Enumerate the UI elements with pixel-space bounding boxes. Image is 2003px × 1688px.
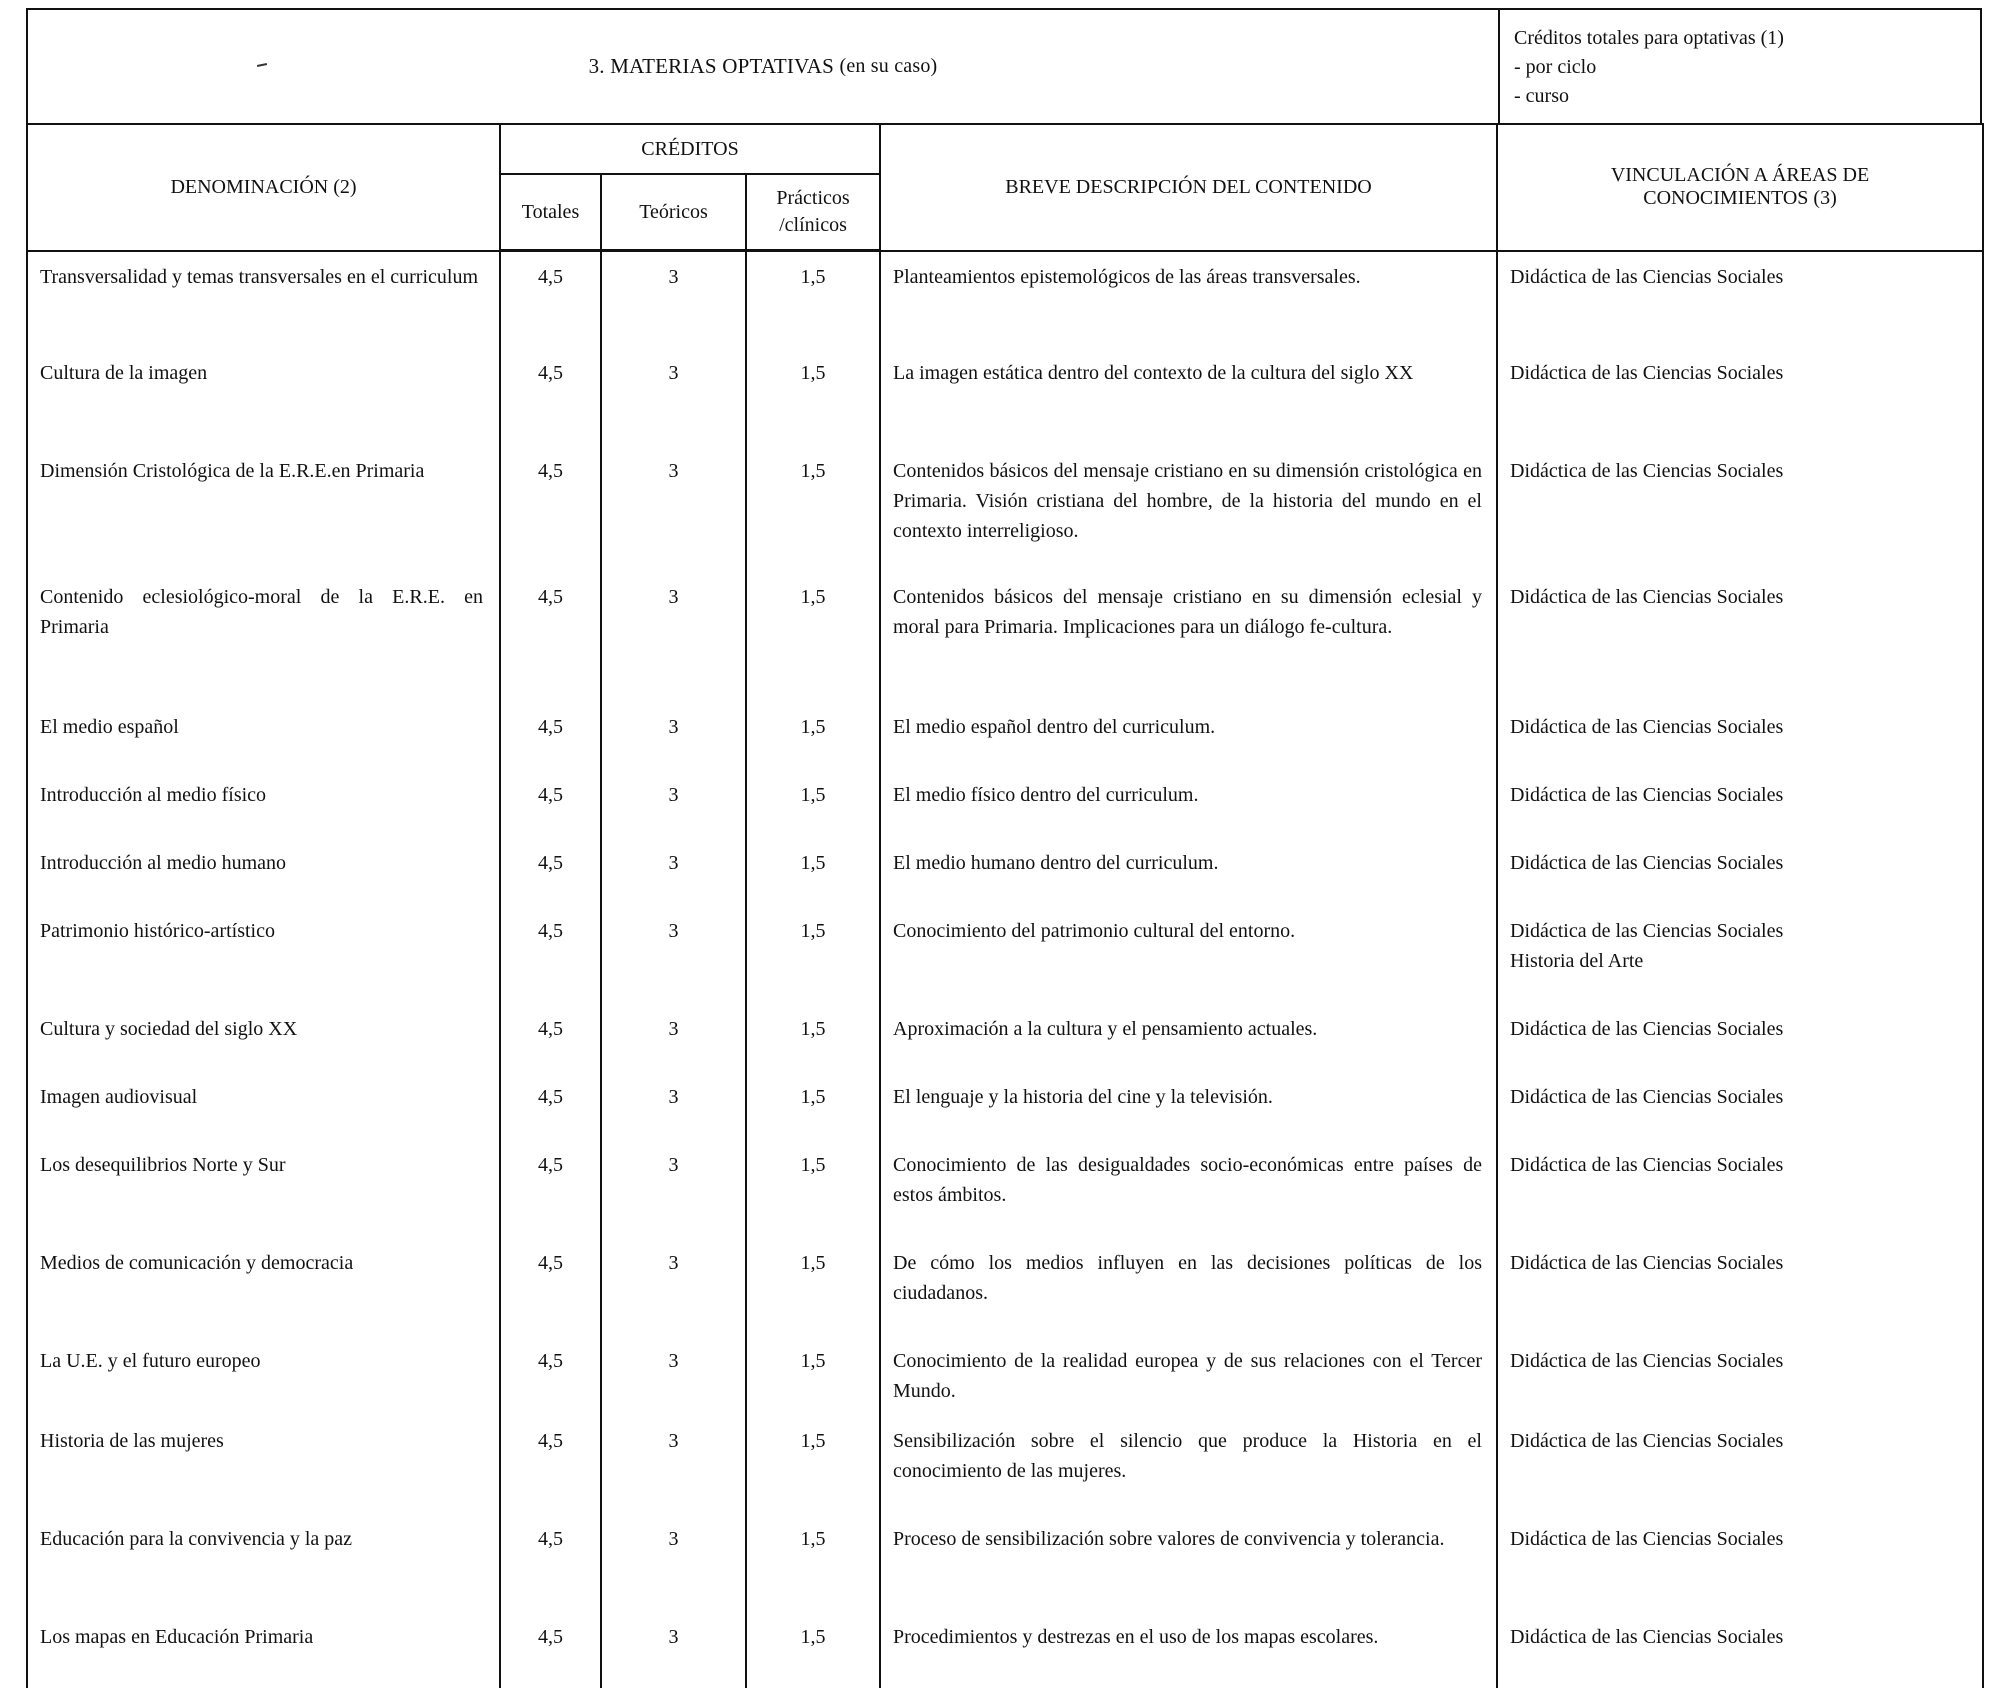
row-descripcion xyxy=(880,770,1497,838)
row-totales-text: 4,5 xyxy=(501,1014,600,1044)
row-teoricos-text: 3 xyxy=(602,848,745,878)
optativas-table xyxy=(26,123,1984,1688)
row-denominacion-text: Introducción al medio físico xyxy=(40,780,483,810)
section-title-text: 3. MATERIAS OPTATIVAS xyxy=(589,54,834,79)
row-denominacion-text: Los desequilibrios Norte y Sur xyxy=(40,1150,483,1180)
row-denominacion xyxy=(27,1416,500,1514)
header-row-1 xyxy=(27,124,1983,174)
row-denominacion xyxy=(27,1612,500,1688)
row-vinculacion-text: Didáctica de las Ciencias Sociales xyxy=(1510,780,1970,810)
row-descripcion-text: La imagen estática dentro del contexto de la cultura del siglo XX xyxy=(893,358,1482,388)
row-denominacion-text: La U.E. y el futuro europeo xyxy=(40,1346,483,1376)
row-vinculacion xyxy=(1497,1336,1983,1416)
row-vinculacion-text: Didáctica de las Ciencias Sociales xyxy=(1510,848,1970,878)
table-row xyxy=(27,1612,1983,1688)
row-denominacion-text: Los mapas en Educación Primaria xyxy=(40,1622,483,1652)
row-denominacion xyxy=(27,1072,500,1140)
row-descripcion-text: Planteamientos epistemológicos de las áreas transversales. xyxy=(893,262,1482,292)
row-vinculacion xyxy=(1497,906,1983,1004)
row-practicos-text: 1,5 xyxy=(747,1248,879,1278)
row-practicos xyxy=(746,906,880,1004)
row-vinculacion xyxy=(1497,1004,1983,1072)
row-vinculacion xyxy=(1497,770,1983,838)
row-totales-text: 4,5 xyxy=(501,1082,600,1112)
row-totales xyxy=(500,1416,601,1514)
section-title xyxy=(28,10,1498,123)
row-teoricos-text: 3 xyxy=(602,1622,745,1652)
table-row xyxy=(27,1336,1983,1416)
row-denominacion xyxy=(27,838,500,906)
row-denominacion xyxy=(27,1238,500,1336)
row-denominacion xyxy=(27,906,500,1004)
table-row xyxy=(27,838,1983,906)
row-teoricos xyxy=(601,572,746,702)
row-teoricos xyxy=(601,1072,746,1140)
header-teoricos: Teóricos xyxy=(601,174,746,251)
table-row xyxy=(27,1416,1983,1514)
row-vinculacion-text: Didáctica de las Ciencias Sociales xyxy=(1510,1014,1970,1044)
header-practicos-text: Prácticos /clínicos xyxy=(776,187,849,236)
header-vinculacion xyxy=(1497,124,1983,251)
row-totales xyxy=(500,906,601,1004)
row-teoricos-text: 3 xyxy=(602,1150,745,1180)
row-denominacion-text: Transversalidad y temas transversales en el curriculum xyxy=(40,262,483,292)
credits-total-label: Créditos totales para optativas (1) xyxy=(1514,24,1982,53)
row-practicos xyxy=(746,1514,880,1612)
row-descripcion-text: El medio físico dentro del curriculum. xyxy=(893,780,1482,810)
row-totales-text: 4,5 xyxy=(501,1248,600,1278)
row-practicos-text: 1,5 xyxy=(747,456,879,486)
row-vinculacion xyxy=(1497,1238,1983,1336)
row-denominacion-text: Patrimonio histórico-artístico xyxy=(40,916,483,946)
row-practicos-text: 1,5 xyxy=(747,1150,879,1180)
row-denominacion-text: Historia de las mujeres xyxy=(40,1426,483,1456)
table-row xyxy=(27,1238,1983,1336)
row-practicos-text: 1,5 xyxy=(747,582,879,612)
row-descripcion xyxy=(880,1004,1497,1072)
row-totales xyxy=(500,770,601,838)
row-teoricos xyxy=(601,1612,746,1688)
row-practicos-text: 1,5 xyxy=(747,712,879,742)
row-descripcion-text: El lenguaje y la historia del cine y la televisión. xyxy=(893,1082,1482,1112)
row-vinculacion xyxy=(1497,251,1983,349)
row-descripcion-text: Sensibilización sobre el silencio que produce la Historia en el conocimiento de las mujeres. xyxy=(893,1426,1482,1486)
row-descripcion-text: Conocimiento del patrimonio cultural del entorno. xyxy=(893,916,1482,946)
row-teoricos-text: 3 xyxy=(602,1426,745,1456)
row-denominacion xyxy=(27,348,500,446)
row-practicos xyxy=(746,348,880,446)
row-vinculacion-text: Didáctica de las Ciencias Sociales xyxy=(1510,1248,1970,1278)
section-title-suffix: (en su caso) xyxy=(839,55,937,78)
row-teoricos xyxy=(601,1416,746,1514)
credits-por-ciclo: - por ciclo xyxy=(1514,53,1982,82)
row-totales xyxy=(500,1612,601,1688)
row-descripcion-text: Conocimiento de las desigualdades socio-económicas entre países de estos ámbitos. xyxy=(893,1150,1482,1210)
row-descripcion xyxy=(880,1238,1497,1336)
row-practicos xyxy=(746,702,880,770)
row-totales xyxy=(500,446,601,572)
header-vinculacion-text: VINCULACIÓN A ÁREAS DE CONOCIMIENTOS (3) xyxy=(1611,164,1869,209)
row-totales xyxy=(500,1514,601,1612)
row-vinculacion-text: Didáctica de las Ciencias Sociales xyxy=(1510,1150,1970,1180)
row-descripcion-text: Procedimientos y destrezas en el uso de los mapas escolares. xyxy=(893,1622,1482,1652)
row-totales xyxy=(500,572,601,702)
row-totales-text: 4,5 xyxy=(501,456,600,486)
row-vinculacion xyxy=(1497,702,1983,770)
row-vinculacion-text: Didáctica de las Ciencias Sociales xyxy=(1510,1082,1970,1112)
row-denominacion-text: Imagen audiovisual xyxy=(40,1082,483,1112)
row-practicos xyxy=(746,1140,880,1238)
table-row xyxy=(27,251,1983,349)
row-teoricos xyxy=(601,838,746,906)
row-descripcion xyxy=(880,348,1497,446)
row-descripcion xyxy=(880,1514,1497,1612)
row-practicos-text: 1,5 xyxy=(747,358,879,388)
row-teoricos-text: 3 xyxy=(602,780,745,810)
row-vinculacion-text: Didáctica de las Ciencias Sociales xyxy=(1510,1524,1970,1554)
row-vinculacion xyxy=(1497,838,1983,906)
row-teoricos-text: 3 xyxy=(602,1014,745,1044)
header-descripcion: BREVE DESCRIPCIÓN DEL CONTENIDO xyxy=(880,124,1497,251)
row-descripcion xyxy=(880,251,1497,349)
row-vinculacion-text: Didáctica de las Ciencias Sociales xyxy=(1510,1426,1970,1456)
row-teoricos-text: 3 xyxy=(602,1524,745,1554)
table-row xyxy=(27,1004,1983,1072)
row-totales xyxy=(500,838,601,906)
row-vinculacion xyxy=(1497,572,1983,702)
row-practicos-text: 1,5 xyxy=(747,1426,879,1456)
row-teoricos-text: 3 xyxy=(602,456,745,486)
row-totales xyxy=(500,702,601,770)
row-practicos xyxy=(746,1612,880,1688)
row-teoricos-text: 3 xyxy=(602,262,745,292)
row-totales-text: 4,5 xyxy=(501,582,600,612)
row-descripcion-text: Proceso de sensibilización sobre valores de convivencia y tolerancia. xyxy=(893,1524,1482,1554)
row-totales-text: 4,5 xyxy=(501,358,600,388)
row-totales xyxy=(500,1004,601,1072)
row-totales-text: 4,5 xyxy=(501,1426,600,1456)
row-descripcion-text: El medio español dentro del curriculum. xyxy=(893,712,1482,742)
row-teoricos xyxy=(601,770,746,838)
row-totales-text: 4,5 xyxy=(501,1524,600,1554)
row-descripcion-text: Contenidos básicos del mensaje cristiano en su dimensión cristológica en Primaria. Visión cristiana del hombre, de la historia del mundo en el contexto interreligioso. xyxy=(893,456,1482,546)
row-totales-text: 4,5 xyxy=(501,848,600,878)
row-denominacion xyxy=(27,251,500,349)
row-denominacion xyxy=(27,572,500,702)
row-teoricos xyxy=(601,1238,746,1336)
table-body xyxy=(27,251,1983,1688)
row-vinculacion-text: Didáctica de las Ciencias Sociales xyxy=(1510,1346,1970,1376)
row-teoricos xyxy=(601,702,746,770)
row-vinculacion xyxy=(1497,446,1983,572)
row-denominacion-text: Educación para la convivencia y la paz xyxy=(40,1524,483,1554)
row-descripcion xyxy=(880,1140,1497,1238)
row-totales-text: 4,5 xyxy=(501,780,600,810)
row-teoricos-text: 3 xyxy=(602,916,745,946)
row-practicos-text: 1,5 xyxy=(747,780,879,810)
table-row xyxy=(27,1072,1983,1140)
table-row xyxy=(27,348,1983,446)
row-teoricos xyxy=(601,446,746,572)
row-practicos-text: 1,5 xyxy=(747,916,879,946)
row-vinculacion-text: Didáctica de las Ciencias Sociales xyxy=(1510,1622,1970,1652)
row-teoricos xyxy=(601,1336,746,1416)
row-vinculacion xyxy=(1497,348,1983,446)
row-descripcion xyxy=(880,838,1497,906)
row-practicos xyxy=(746,1336,880,1416)
row-descripcion xyxy=(880,906,1497,1004)
row-denominacion xyxy=(27,446,500,572)
row-practicos-text: 1,5 xyxy=(747,1524,879,1554)
header-denominacion: DENOMINACIÓN (2) xyxy=(27,124,500,251)
row-denominacion-text: Cultura y sociedad del siglo XX xyxy=(40,1014,483,1044)
row-practicos-text: 1,5 xyxy=(747,1622,879,1652)
header-totales: Totales xyxy=(500,174,601,251)
row-vinculacion-text: Didáctica de las Ciencias Sociales xyxy=(1510,262,1970,292)
row-practicos-text: 1,5 xyxy=(747,1346,879,1376)
table-row xyxy=(27,572,1983,702)
row-practicos xyxy=(746,770,880,838)
row-totales-text: 4,5 xyxy=(501,712,600,742)
row-totales xyxy=(500,1072,601,1140)
section-header xyxy=(26,8,1982,125)
row-descripcion-text: El medio humano dentro del curriculum. xyxy=(893,848,1482,878)
row-teoricos-text: 3 xyxy=(602,358,745,388)
row-teoricos-text: 3 xyxy=(602,1082,745,1112)
row-practicos-text: 1,5 xyxy=(747,848,879,878)
credits-total-box xyxy=(1498,10,1982,123)
table-row xyxy=(27,446,1983,572)
row-teoricos xyxy=(601,906,746,1004)
row-denominacion-text: Contenido eclesiológico-moral de la E.R.E. en Primaria xyxy=(40,582,483,642)
row-denominacion xyxy=(27,1514,500,1612)
credits-curso: - curso xyxy=(1514,82,1982,111)
row-descripcion-text: Contenidos básicos del mensaje cristiano en su dimensión eclesial y moral para Primaria. Implicaciones para un diálogo fe-cultura. xyxy=(893,582,1482,642)
row-descripcion xyxy=(880,572,1497,702)
row-teoricos xyxy=(601,1140,746,1238)
row-vinculacion xyxy=(1497,1612,1983,1688)
row-totales-text: 4,5 xyxy=(501,262,600,292)
row-totales xyxy=(500,1336,601,1416)
row-practicos xyxy=(746,1238,880,1336)
row-totales-text: 4,5 xyxy=(501,1622,600,1652)
row-practicos xyxy=(746,446,880,572)
row-totales xyxy=(500,251,601,349)
row-totales xyxy=(500,1140,601,1238)
row-vinculacion-text: Didáctica de las Ciencias Sociales xyxy=(1510,712,1970,742)
row-descripcion xyxy=(880,1336,1497,1416)
row-practicos-text: 1,5 xyxy=(747,1082,879,1112)
row-descripcion-text: Conocimiento de la realidad europea y de sus relaciones con el Tercer Mundo. xyxy=(893,1346,1482,1406)
row-denominacion-text: El medio español xyxy=(40,712,483,742)
row-teoricos-text: 3 xyxy=(602,1248,745,1278)
row-denominacion xyxy=(27,1336,500,1416)
row-practicos xyxy=(746,572,880,702)
table-row xyxy=(27,1514,1983,1612)
row-practicos-text: 1,5 xyxy=(747,1014,879,1044)
row-teoricos-text: 3 xyxy=(602,712,745,742)
row-denominacion-text: Cultura de la imagen xyxy=(40,358,483,388)
row-descripcion-text: Aproximación a la cultura y el pensamiento actuales. xyxy=(893,1014,1482,1044)
row-totales-text: 4,5 xyxy=(501,916,600,946)
row-teoricos xyxy=(601,348,746,446)
row-teoricos xyxy=(601,1514,746,1612)
table-row xyxy=(27,1140,1983,1238)
row-vinculacion-text: Didáctica de las Ciencias Sociales xyxy=(1510,456,1970,486)
row-totales-text: 4,5 xyxy=(501,1150,600,1180)
row-vinculacion-text: Didáctica de las Ciencias Sociales xyxy=(1510,358,1970,388)
row-practicos xyxy=(746,251,880,349)
row-teoricos xyxy=(601,251,746,349)
row-denominacion xyxy=(27,1004,500,1072)
row-totales xyxy=(500,348,601,446)
row-denominacion xyxy=(27,702,500,770)
table-row xyxy=(27,702,1983,770)
row-vinculacion xyxy=(1497,1514,1983,1612)
row-vinculacion-text: Didáctica de las Ciencias Sociales xyxy=(1510,916,1970,946)
header-practicos xyxy=(746,174,880,251)
row-denominacion-text: Introducción al medio humano xyxy=(40,848,483,878)
row-descripcion xyxy=(880,1072,1497,1140)
row-descripcion xyxy=(880,702,1497,770)
row-teoricos-text: 3 xyxy=(602,1346,745,1376)
row-practicos xyxy=(746,1416,880,1514)
row-practicos-text: 1,5 xyxy=(747,262,879,292)
row-vinculacion xyxy=(1497,1416,1983,1514)
header-creditos: CRÉDITOS xyxy=(500,124,880,174)
row-descripcion-text: De cómo los medios influyen en las decisiones políticas de los ciudadanos. xyxy=(893,1248,1482,1308)
row-vinculacion xyxy=(1497,1140,1983,1238)
row-practicos xyxy=(746,1004,880,1072)
row-practicos xyxy=(746,1072,880,1140)
row-teoricos-text: 3 xyxy=(602,582,745,612)
row-teoricos xyxy=(601,1004,746,1072)
row-descripcion xyxy=(880,1416,1497,1514)
row-practicos xyxy=(746,838,880,906)
row-vinculacion-text-2: Historia del Arte xyxy=(1510,946,1970,976)
row-descripcion xyxy=(880,1612,1497,1688)
table-row xyxy=(27,906,1983,1004)
row-descripcion xyxy=(880,446,1497,572)
row-denominacion xyxy=(27,1140,500,1238)
table-row xyxy=(27,770,1983,838)
row-vinculacion xyxy=(1497,1072,1983,1140)
document-frame xyxy=(26,8,1982,1538)
row-totales-text: 4,5 xyxy=(501,1346,600,1376)
row-denominacion xyxy=(27,770,500,838)
row-denominacion-text: Dimensión Cristológica de la E.R.E.en Primaria xyxy=(40,456,483,486)
row-vinculacion-text: Didáctica de las Ciencias Sociales xyxy=(1510,582,1970,612)
row-denominacion-text: Medios de comunicación y democracia xyxy=(40,1248,483,1278)
row-totales xyxy=(500,1238,601,1336)
